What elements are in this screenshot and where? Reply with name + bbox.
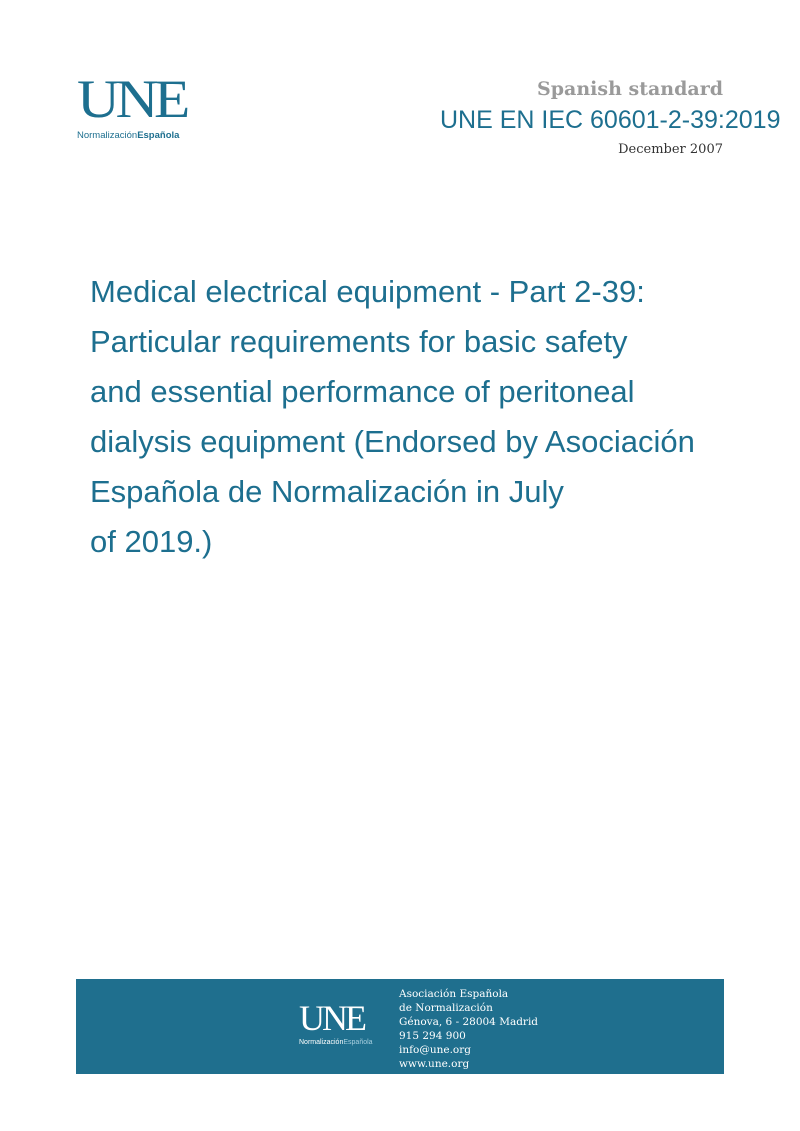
une-logo-subtitle — [77, 130, 197, 141]
logo-subtitle-part1: Normalización — [77, 130, 138, 141]
contact-website[interactable]: www.une.org — [399, 1058, 470, 1070]
footer-logo-subtitle-part1: Normalización — [299, 1039, 344, 1046]
footer-logo-subtitle — [299, 1039, 389, 1046]
title-line: Medical electrical equipment - Part 2-39: — [90, 274, 645, 309]
standard-date: December 2007 — [618, 142, 723, 157]
contact-organization-cont: de Normalización — [399, 1002, 493, 1014]
footer-logo-subtitle-part2: Española — [343, 1039, 373, 1046]
contact-phone: 915 294 900 — [399, 1030, 466, 1042]
title-line: and essential performance of peritoneal — [90, 374, 635, 409]
footer-contact — [399, 987, 538, 1071]
title-line: Española de Normalización in July — [90, 474, 564, 509]
contact-address: Génova, 6 - 28004 Madrid — [399, 1016, 539, 1028]
une-logo — [77, 69, 197, 144]
footer-logo-mark: UNE — [299, 998, 364, 1038]
document-title — [90, 267, 750, 567]
standard-code: UNE EN IEC 60601-2-39:2019 — [440, 106, 781, 134]
une-logo-mark: UNE — [77, 69, 186, 129]
logo-subtitle-part2: Española — [137, 130, 180, 141]
standard-label: Spanish standard — [537, 78, 723, 100]
title-line: of 2019.) — [90, 524, 213, 559]
footer-band — [76, 979, 724, 1074]
contact-email[interactable]: info@une.org — [399, 1044, 471, 1056]
title-line: Particular requirements for basic safety — [90, 324, 628, 359]
footer-une-logo — [299, 998, 389, 1046]
contact-organization: Asociación Española — [399, 988, 509, 1000]
title-line: dialysis equipment (Endorsed by Asociación — [90, 424, 695, 459]
